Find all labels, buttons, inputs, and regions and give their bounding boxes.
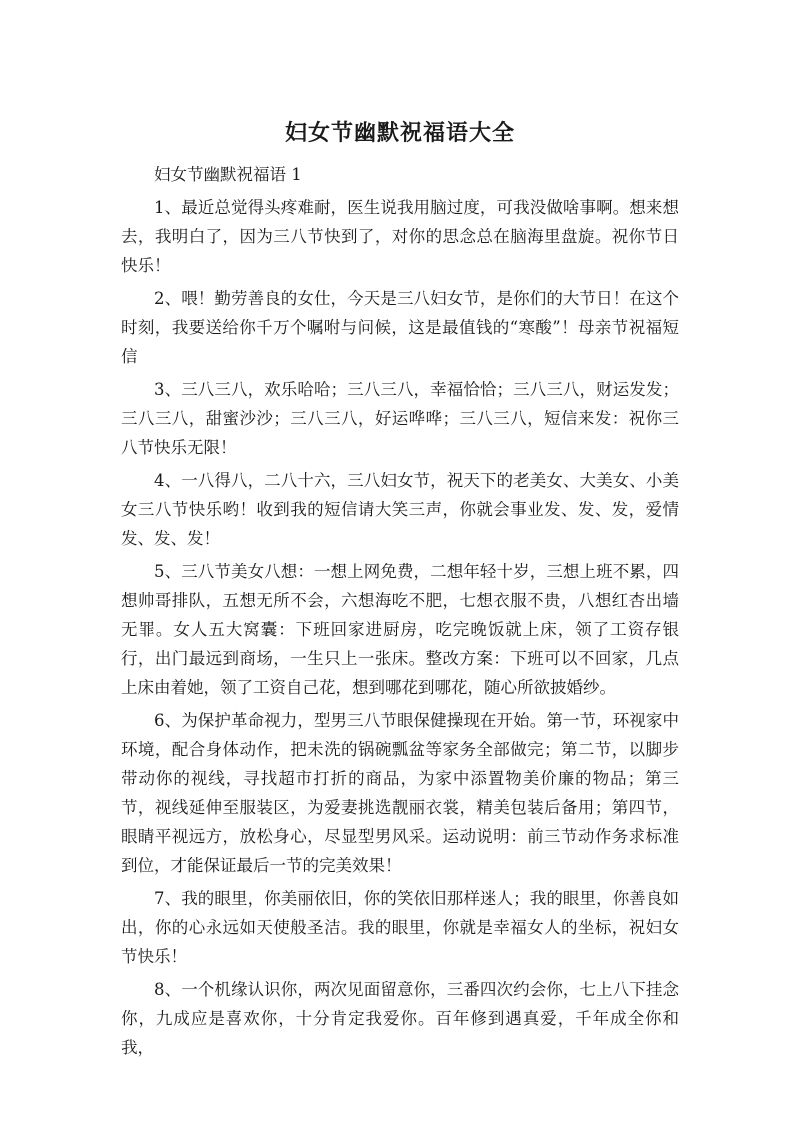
document-title: 妇女节幽默祝福语大全 [284, 120, 515, 146]
section-subtitle: 妇女节幽默祝福语 1 [154, 165, 302, 184]
blessing-paragraph-2: 2、喂！勤劳善良的女仕，今天是三八妇女节，是你们的大节日！在这个时刻，我要送给你千万个嘱咐与问候，这是最值钱的“寒酸”！母亲节祝福短信 [121, 289, 679, 366]
blessing-paragraph-3: 3、三八三八，欢乐哈哈；三八三八，幸福恰恰；三八三八，财运发发；三八三八，甜蜜沙沙；三八三八，好运哗哗；三八三八，短信来发：祝你三八节快乐无限！ [121, 380, 679, 457]
blessing-paragraph-5: 5、三八节美女八想：一想上网免费，二想年轻十岁，三想上班不累，四想帅哥排队，五想无所不会，六想海吃不肥，七想衣服不贵，八想红杏出墙无罪。女人五大窝囊：下班回家进厨房，吃完晚饭就上床，领了工资存银行，出门最远到商场，一生只上一张床。整改方案：下班可以不回家，几点上床由着她，领了工资自己花，想到哪花到哪花，随心所欲披婚纱。 [121, 562, 679, 697]
document-body [121, 160, 679, 1066]
blessing-paragraph-4: 4、一八得八，二八十六，三八妇女节，祝天下的老美女、大美女、小美女三八节快乐哟！收到我的短信请大笑三声，你就会事业发、发、发，爱情发、发、发！ [121, 471, 679, 548]
blessing-paragraph-7: 7、我的眼里，你美丽依旧，你的笑依旧那样迷人；我的眼里，你善良如出，你的心永远如天使般圣洁。我的眼里，你就是幸福女人的坐标，祝妇女节快乐！ [121, 889, 679, 966]
blessing-paragraph-6: 6、为保护革命视力，型男三八节眼保健操现在开始。第一节，环视家中环境，配合身体动作，把未洗的锅碗瓢盆等家务全部做完；第二节，以脚步带动你的视线，寻找超市打折的商品，为家中添置物美价廉的物品；第三节，视线延伸至服装区，为爱妻挑选靓丽衣裳，精美包装后备用；第四节，眼睛平视远方，放松身心，尽显型男风采。运动说明：前三节动作务求标准到位，才能保证最后一节的完美效果！ [121, 711, 679, 875]
blessing-paragraph-1: 1、最近总觉得头疼难耐，医生说我用脑过度，可我没做啥事啊。想来想去，我明白了，因为三八节快到了，对你的思念总在脑海里盘旋。祝你节日快乐！ [121, 198, 679, 275]
blessing-paragraph-8: 8、一个机缘认识你，两次见面留意你，三番四次约会你，七上八下挂念你，九成应是喜欢你，十分肯定我爱你。百年修到遇真爱，千年成全你和我， [121, 980, 679, 1057]
